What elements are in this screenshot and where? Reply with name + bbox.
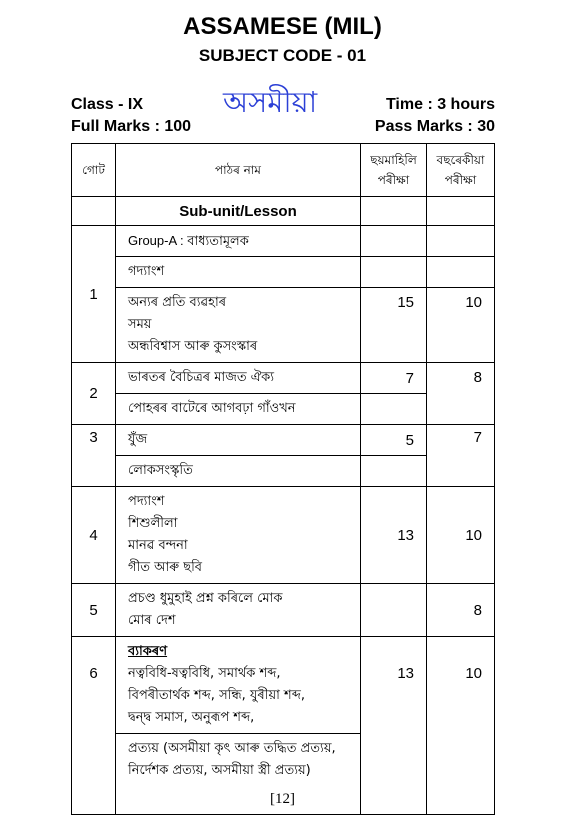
pass-marks: Pass Marks : 30 bbox=[374, 118, 495, 135]
lesson-list: পদ্যাংশ শিশুলীলা মানৱ বন্দনা গীত আৰু ছবি bbox=[116, 487, 361, 584]
table-row bbox=[72, 257, 495, 288]
half-yearly-marks: 13 bbox=[361, 637, 427, 815]
group-a-label: Group-A : বাধ্যতামূলক bbox=[116, 226, 361, 257]
lesson-list: প্ৰচণ্ড ধুমুহাই প্ৰশ্ন কৰিলে মোক মোৰ দেশ bbox=[116, 584, 361, 637]
syllabus-table bbox=[71, 143, 495, 815]
table-row bbox=[72, 425, 495, 456]
half-yearly-marks: 5 bbox=[361, 425, 427, 456]
annual-marks: 8 bbox=[427, 363, 495, 425]
table-row bbox=[72, 288, 495, 363]
lesson-item: যুঁজ bbox=[116, 425, 361, 456]
prose-label: গদ্যাংশ bbox=[116, 257, 361, 288]
full-marks: Full Marks : 100 bbox=[71, 118, 192, 135]
lesson-item: লোকসংস্কৃতি bbox=[116, 456, 361, 487]
lesson-item: পোহৰৰ বাটেৰে আগবঢ়া গাঁওখন bbox=[116, 394, 361, 425]
table-row bbox=[72, 363, 495, 394]
annual-marks: 10 bbox=[427, 288, 495, 363]
unit-number: 4 bbox=[72, 487, 116, 584]
unit-number: 6 bbox=[72, 637, 116, 815]
time-label: Time : 3 hours bbox=[385, 96, 495, 113]
header-unit: গোট bbox=[72, 144, 116, 197]
subheading: Sub-unit/Lesson bbox=[116, 197, 361, 226]
unit-number: 1 bbox=[72, 226, 116, 363]
table-row bbox=[72, 226, 495, 257]
half-yearly-marks: 7 bbox=[361, 363, 427, 394]
grammar-heading: ব্যাকৰণ bbox=[128, 644, 168, 659]
lesson-list: ব্যাকৰণ নত্ববিধি-ষত্ববিধি, সমাৰ্থক শব্দ, বিপৰীতাৰ্থক শব্দ, সন্ধি, যুৰীয়া শব্দ, দ্বন্দ্ব সমাস, অনুৰূপ শব্দ, bbox=[116, 637, 361, 734]
lesson-item: ভাৰতৰ বৈচিত্ৰৰ মাজত ঐক্য bbox=[116, 363, 361, 394]
subheading-row bbox=[72, 197, 495, 226]
half-yearly-marks: 13 bbox=[361, 487, 427, 584]
annual-marks: 7 bbox=[427, 425, 495, 487]
table-row bbox=[72, 637, 495, 734]
lesson-list: প্ৰত্যয় (অসমীয়া কৃৎ আৰু তদ্ধিত প্ৰত্যয়, নিৰ্দেশক প্ৰত্যয়, অসমীয়া স্ত্ৰী প্ৰত্যয়) bbox=[116, 734, 361, 815]
table-header-row bbox=[72, 144, 495, 197]
header-half-yearly: ছয়মাহিলি পৰীক্ষা bbox=[361, 144, 427, 197]
table-row bbox=[72, 584, 495, 637]
class-label: Class - IX bbox=[71, 96, 144, 113]
half-yearly-marks: 15 bbox=[361, 288, 427, 363]
annual-marks: 10 bbox=[427, 637, 495, 815]
unit-number: 5 bbox=[72, 584, 116, 637]
header-annual: বছৰেকীয়া পৰীক্ষা bbox=[427, 144, 495, 197]
unit-number: 3 bbox=[72, 425, 116, 487]
unit-number: 2 bbox=[72, 363, 116, 425]
subject-code: SUBJECT CODE - 01 bbox=[198, 46, 367, 65]
header-lesson: পাঠৰ নাম bbox=[116, 144, 361, 197]
document-title: ASSAMESE (MIL) bbox=[183, 13, 382, 40]
table-row bbox=[72, 487, 495, 584]
half-yearly-marks bbox=[361, 584, 427, 637]
page-number: [12] bbox=[270, 791, 295, 807]
annual-marks: 8 bbox=[427, 584, 495, 637]
annual-marks: 10 bbox=[427, 487, 495, 584]
assamese-logo-text: অসমীয়া bbox=[223, 85, 318, 119]
lesson-list: অন্যৰ প্ৰতি ব্যৱহাৰ সময় অন্ধবিশ্বাস আৰু কুসংস্কাৰ bbox=[116, 288, 361, 363]
